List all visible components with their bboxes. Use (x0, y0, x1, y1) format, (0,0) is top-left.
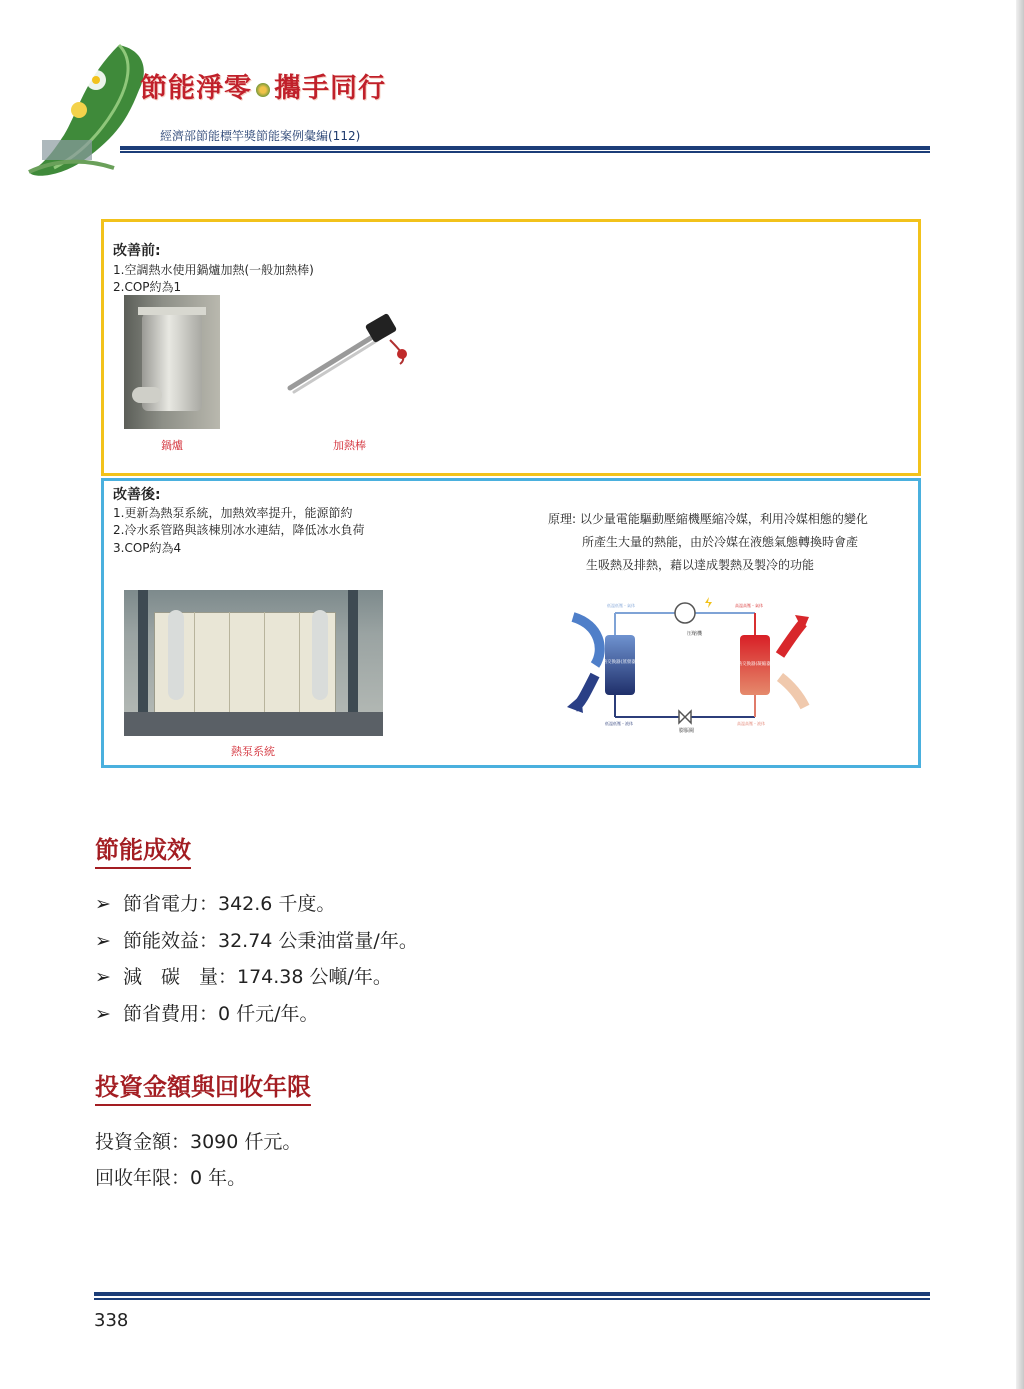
valve-label: 膨脹閥 (679, 728, 695, 734)
header-subtitle: 經濟部節能標竿獎節能案例彙編(112) (160, 129, 361, 143)
investment-amount: 投資金額：3090 仟元。 (95, 1131, 302, 1153)
savings-item: ➢ 節省電力：342.6 千度。 (95, 893, 336, 915)
savings-item: ➢ 節能效益：32.74 公秉油當量/年。 (95, 930, 418, 952)
flower-icon (256, 83, 270, 97)
footer-rule-thin (94, 1298, 930, 1300)
bottom-left-label: 低溫低壓・液体 (605, 721, 633, 726)
header-rule (120, 146, 930, 150)
evaporator-label: 熱交換器(蒸發器) (602, 660, 638, 665)
before-line-1: 1.空調熱水使用鍋爐加熱(一般加熱棒) (113, 263, 314, 277)
heating-rod-photo (282, 310, 412, 400)
arrow-bullet-icon: ➢ (95, 1003, 111, 1025)
arrow-bullet-icon: ➢ (95, 930, 111, 952)
heat-pump-caption: 熱泵系統 (231, 745, 275, 758)
savings-heading: 節能成效 (95, 830, 191, 869)
header-rule-thin (120, 151, 930, 153)
bottom-right-label: 高溫高壓・液体 (737, 721, 765, 726)
boiler-caption: 鍋爐 (161, 439, 183, 452)
savings-item: ➢ 減 碳 量：174.38 公噸/年。 (95, 966, 392, 988)
before-line-2: 2.COP約為1 (113, 280, 182, 294)
before-improvement-box (101, 219, 921, 476)
principle-line-3: 生吸熱及排熱，藉以達成製熱及製冷的功能 (586, 558, 815, 572)
after-line-1: 1.更新為熱泵系統，加熱效率提升，能源節約 (113, 506, 353, 520)
investment-heading: 投資金額與回收年限 (95, 1067, 311, 1106)
taiwan-leaf-logo (24, 40, 174, 180)
savings-item: ➢ 節省費用：0 仟元/年。 (95, 1003, 319, 1025)
footer-rule (94, 1292, 930, 1296)
after-title: 改善後: (113, 487, 161, 503)
arrow-bullet-icon: ➢ (95, 966, 111, 988)
top-right-label: 高溫高壓・氣体 (735, 603, 763, 608)
heat-pump-photo (124, 590, 383, 736)
principle-text (548, 508, 868, 577)
condenser-label: 熱交換器(凝縮器) (737, 662, 773, 667)
principle-line-1: 原理: 以少量電能驅動壓縮機壓縮冷媒，利用冷媒相態的變化 (548, 512, 868, 526)
compressor-label: 压缩機 (687, 631, 703, 637)
header-title: 節能淨零 攜手同行 (140, 73, 386, 104)
before-title: 改善前: (113, 243, 161, 259)
after-line-3: 3.COP約為4 (113, 541, 182, 555)
lightning-icon (705, 597, 712, 608)
payback-period: 回收年限：0 年。 (95, 1167, 247, 1189)
heating-rod-caption: 加熱棒 (333, 439, 366, 452)
heat-pump-cycle-diagram (565, 595, 810, 735)
after-line-2: 2.冷水系管路與該棟別冰水連結，降低冰水負荷 (113, 523, 365, 537)
boiler-photo (124, 295, 220, 429)
page-edge-shadow (1016, 0, 1024, 1389)
top-left-label: 低溫低壓・氣体 (607, 603, 635, 608)
arrow-bullet-icon: ➢ (95, 893, 111, 915)
principle-line-2: 所產生大量的熱能，由於冷媒在液態氣態轉換時會產 (582, 535, 859, 549)
page-number: 338 (94, 1310, 129, 1331)
